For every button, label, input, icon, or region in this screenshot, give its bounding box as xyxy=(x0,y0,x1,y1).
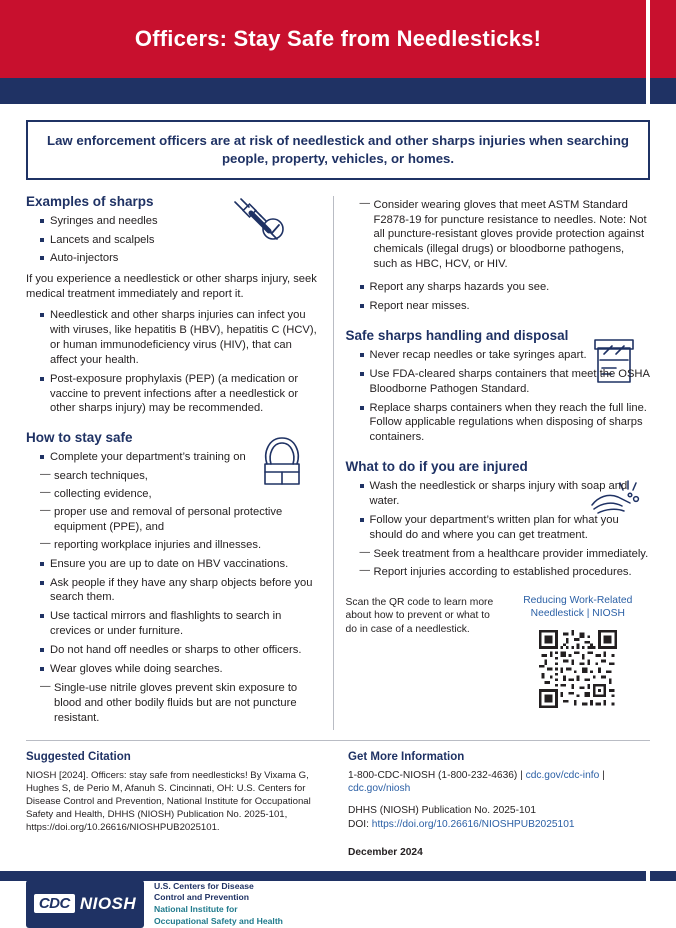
footer-info-block xyxy=(336,751,648,868)
footer-divider xyxy=(26,740,650,741)
list-item: Auto-injectors xyxy=(40,251,321,266)
stay-safe-first-list xyxy=(26,450,321,465)
gloves-standard-list xyxy=(346,198,650,272)
callout-text: Law enforcement officers are at risk of needlestick and other sharps injuries when searching people, property, vehicles, or homes. xyxy=(47,133,629,166)
list-item: — proper use and removal of personal protective equipment (PPE), and xyxy=(40,505,321,535)
list-item: Report any sharps hazards you see. xyxy=(360,280,650,295)
qr-label-line2: Needlestick | NIOSH xyxy=(530,607,625,619)
list-item: — Report injuries according to established procedures. xyxy=(360,565,650,580)
report-list xyxy=(346,280,650,314)
publication-number: DHHS (NIOSH) Publication No. 2025-101 xyxy=(348,805,536,817)
list-item: — Consider wearing gloves that meet ASTM Standard F2878-19 for puncture resistance to needles. Note: Not all puncture-resistant gloves provide protection against chemicals (illegal drugs) or bloodborne pathogens, such as HBC, HCV, or HIV. xyxy=(360,198,650,272)
list-item: Lancets and scalpels xyxy=(40,233,321,248)
if-injured-section xyxy=(346,459,650,579)
phone-number: 1-800-CDC-NIOSH (1-800-232-4636) xyxy=(348,769,518,781)
list-item: Post-exposure prophylaxis (PEP) (a medication or vaccine to prevent infections after a needlestick or other sharps injury) may be recommended. xyxy=(40,372,321,417)
citation-heading: Suggested Citation xyxy=(26,750,131,763)
niosh-logo-text: NIOSH xyxy=(79,893,137,913)
publication-line xyxy=(348,804,648,832)
cdc-info-link[interactable]: cdc.gov/cdc-info xyxy=(525,769,600,781)
list-item: Wear gloves while doing searches. xyxy=(40,662,321,677)
handling-disposal-section xyxy=(346,328,650,445)
list-item: Use tactical mirrors and flashlights to search in crevices or under furniture. xyxy=(40,609,321,639)
header-red-block-left xyxy=(0,0,26,78)
separator-2: | xyxy=(602,769,605,781)
footer-citation-block xyxy=(26,751,336,868)
handling-disposal-list xyxy=(346,348,650,445)
document-body xyxy=(0,120,676,730)
list-item: Never recap needles or take syringes apart. xyxy=(360,348,650,363)
list-item: Complete your department’s training on xyxy=(40,450,321,465)
list-item: Report near misses. xyxy=(360,299,650,314)
list-item: Replace sharps containers when they reach the full line. Follow applicable regulations when disposing of sharps containers. xyxy=(360,401,650,446)
if-injured-subitems-list xyxy=(346,547,650,580)
more-info-heading: Get More Information xyxy=(348,750,465,763)
callout-box xyxy=(26,120,650,180)
cdc-logo-text: CDC xyxy=(34,894,75,913)
sharps-examples-heading: Examples of sharps xyxy=(26,193,154,209)
agency-name xyxy=(154,881,283,927)
qr-code[interactable] xyxy=(535,626,621,712)
navy-accent-band xyxy=(0,78,676,104)
footer xyxy=(0,751,676,868)
agency-line-2: Control and Prevention xyxy=(154,892,250,903)
page-title: Officers: Stay Safe from Needlesticks! xyxy=(134,26,542,51)
logo-row xyxy=(0,880,676,928)
navy-block-right xyxy=(650,78,676,104)
separator-1: | xyxy=(520,769,526,781)
list-item: — collecting evidence, xyxy=(40,487,321,502)
agency-line-3: National Institute for xyxy=(154,903,238,914)
how-to-stay-safe-section xyxy=(26,430,321,725)
list-item: — search techniques, xyxy=(40,469,321,484)
header-title-block xyxy=(26,0,650,78)
handling-disposal-heading: Safe sharps handling and disposal xyxy=(345,327,569,343)
gloves-subitem-list xyxy=(26,681,321,726)
sharps-examples-list xyxy=(26,214,321,267)
list-item: Ask people if they have any sharp objects before you search them. xyxy=(40,576,321,606)
sharps-examples-section xyxy=(26,194,321,267)
qr-code-image xyxy=(539,630,617,708)
navy-block-left xyxy=(0,78,26,104)
right-column xyxy=(342,194,650,730)
qr-section xyxy=(346,594,650,713)
header-red-block-right xyxy=(650,0,676,78)
list-item: Syringes and needles xyxy=(40,214,321,229)
intro-paragraph: If you experience a needlestick or other sharps injury, seek medical treatment immediately and report it. xyxy=(26,273,317,301)
list-item: Needlestick and other sharps injuries can infect you with viruses, like hepatitis B (HBV), hepatitis C (HCV), or human immunodeficiency virus (HIV), that can affect your health. xyxy=(40,308,321,368)
training-subitems-list xyxy=(26,469,321,552)
contact-line xyxy=(348,769,648,797)
two-column-layout xyxy=(26,194,650,730)
agency-line-1: U.S. Centers for Disease xyxy=(154,880,254,891)
doi-prefix: DOI: xyxy=(348,819,372,831)
cdc-niosh-logo xyxy=(26,880,144,928)
agency-line-4: Occupational Safety and Health xyxy=(154,915,283,926)
navy-block-center xyxy=(26,78,650,104)
list-item: — Seek treatment from a healthcare provider immediately. xyxy=(360,547,650,562)
publication-date: December 2024 xyxy=(348,847,423,859)
left-column xyxy=(26,194,333,730)
citation-text: NIOSH [2024]. Officers: stay safe from needlesticks! By Vixama G, Hughes S, de Perio M, Afanuh S. Cincinnati, OH: U.S. Centers for Disease Control and Prevention, National Institute for Occupational Safety and Health, DHHS (NIOSH) Publication No. 2025-101, https://doi.org/10.26616/NIOSHPUB2025101. xyxy=(26,769,311,833)
qr-instructions: Scan the QR code to learn more about how to prevent or what to do in case of a needlestick. xyxy=(345,596,494,635)
list-item: Do not hand off needles or sharps to other officers. xyxy=(40,643,321,658)
bottom-block-right xyxy=(650,871,676,881)
header-banner xyxy=(0,0,676,78)
niosh-link[interactable]: cdc.gov/niosh xyxy=(348,783,411,795)
bottom-block-left xyxy=(0,871,26,881)
qr-code-block[interactable] xyxy=(506,594,650,713)
if-injured-heading: What to do if you are injured xyxy=(345,459,528,475)
list-item: Ensure you are up to date on HBV vaccinations. xyxy=(40,557,321,572)
list-item: Wash the needlestick or sharps injury with soap and water. xyxy=(360,479,650,509)
stay-safe-list xyxy=(26,557,321,677)
bottom-block-center xyxy=(26,871,650,881)
qr-label-line1: Reducing Work-Related xyxy=(523,594,633,606)
bottom-accent-band xyxy=(0,871,676,881)
how-to-stay-safe-heading: How to stay safe xyxy=(26,430,133,446)
qr-label xyxy=(506,594,650,621)
list-item: — Single-use nitrile gloves prevent skin exposure to blood and other bodily fluids but are not puncture resistant. xyxy=(40,681,321,726)
column-divider xyxy=(333,196,334,730)
list-item: Use FDA-cleared sharps containers that meet the OSHA Bloodborne Pathogen Standard. xyxy=(360,367,650,397)
doi-link[interactable]: https://doi.org/10.26616/NIOSHPUB2025101 xyxy=(371,819,575,831)
list-item: Follow your department’s written plan for what you should do and where you can get treatment. xyxy=(360,513,650,543)
list-item: — reporting workplace injuries and illnesses. xyxy=(40,538,321,553)
risk-list xyxy=(26,308,321,416)
